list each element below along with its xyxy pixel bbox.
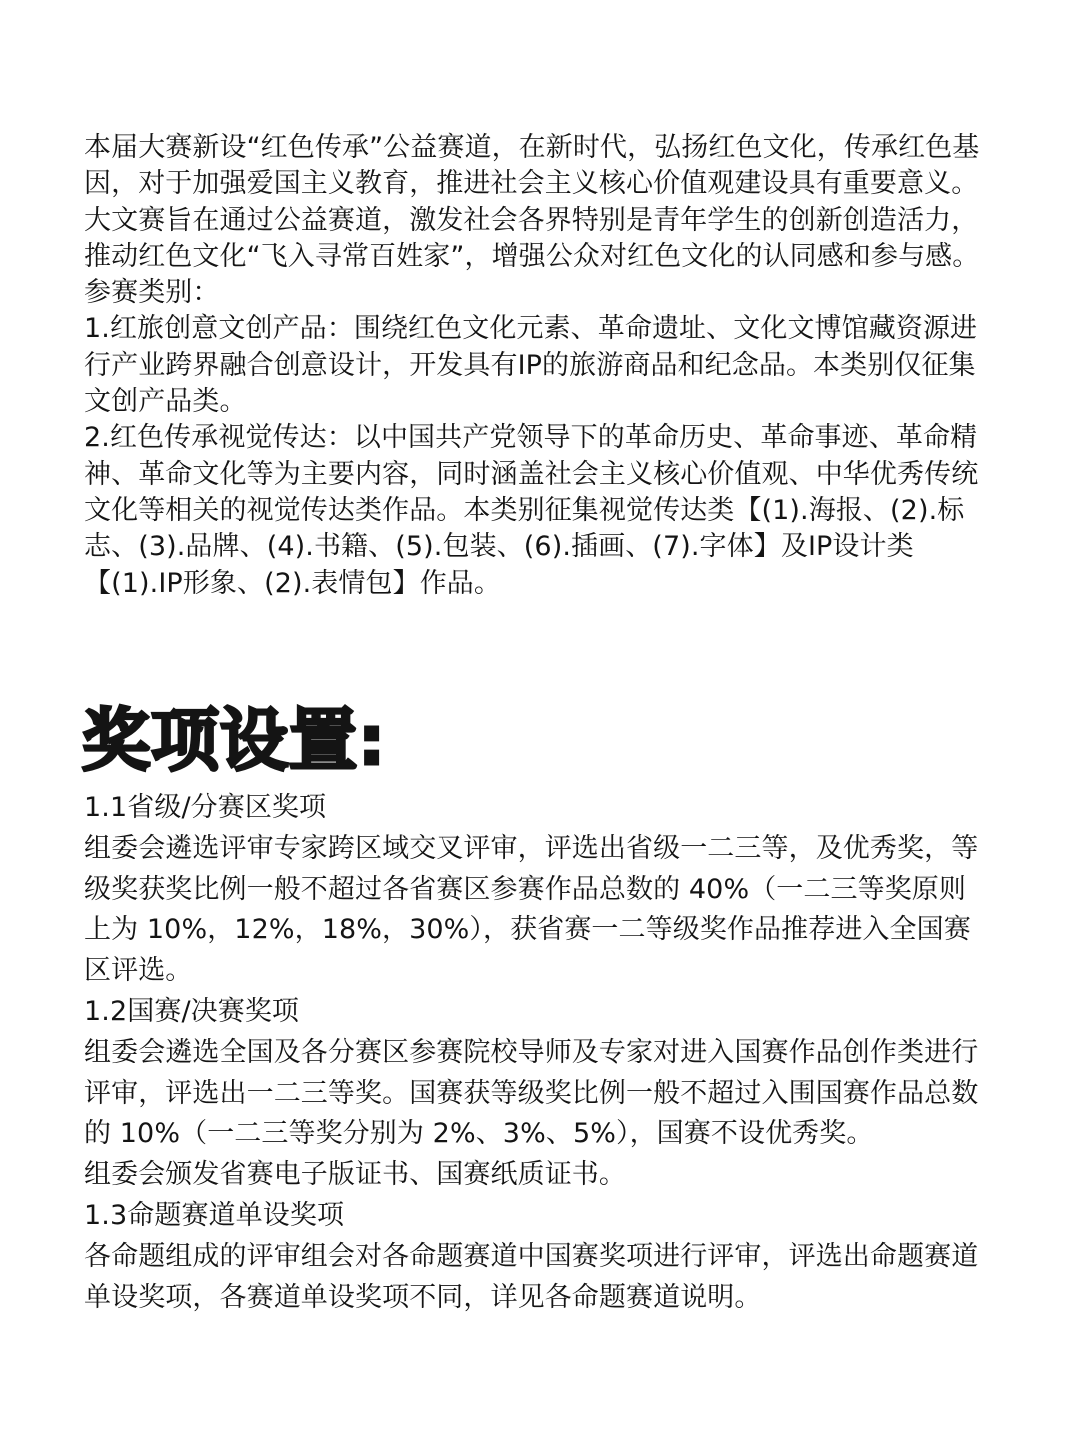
awards-section <box>84 788 984 1318</box>
certificate-note: 组委会颁发省赛电子版证书、国赛纸质证书。 <box>84 1159 626 1191</box>
category-label: 参赛类别： <box>84 277 220 309</box>
awards-section-1-body: 组委会遴选评审专家跨区域交叉评审，评选出省级一二三等，及优秀奖，等级奖获奖比例一般不超过各省赛区参赛作品总数的 40%（一二三等奖原则上为 10%，12%，18%，30%），获省赛一二等级奖作品推荐进入全国赛区评选。 <box>84 832 979 987</box>
awards-section-3-body: 各命题组成的评审组会对各命题赛道中国赛奖项进行评审，评选出命题赛道单设奖项，各赛道单设奖项不同，详见各命题赛道说明。 <box>84 1240 979 1313</box>
awards-section-2-title: 1.2国赛/决赛奖项 <box>84 995 300 1027</box>
category-item-1: 1.红旅创意文创产品：围绕红色文化元素、革命遗址、文化文博馆藏资源进行产业跨界融合创意设计，开发具有IP的旅游商品和纪念品。本类别仅征集文创产品类。 <box>84 313 978 418</box>
awards-section-3-title: 1.3命题赛道单设奖项 <box>84 1199 345 1231</box>
awards-heading: 奖项设置: <box>82 702 387 781</box>
awards-section-2-body: 组委会遴选全国及各分赛区参赛院校导师及专家对进入国赛作品创作类进行评审，评选出一二三等奖。国赛获等级奖比例一般不超过入围国赛作品总数的 10%（一二三等奖分别为 2%、3%、5%），国赛不设优秀奖。 <box>84 1036 979 1150</box>
intro-section <box>84 130 984 602</box>
intro-paragraph: 本届大赛新设“红色传承”公益赛道，在新时代，弘扬红色文化，传承红色基因，对于加强爱国主义教育，推进社会主义核心价值观建设具有重要意义。大文赛旨在通过公益赛道，激发社会各界特别是青年学生的创新创造活力，推动红色文化“飞入寻常百姓家”，增强公众对红色文化的认同感和参与感。 <box>84 132 980 272</box>
category-item-2: 2.红色传承视觉传达：以中国共产党领导下的革命历史、革命事迹、革命精神、革命文化等为主要内容，同时涵盖社会主义核心价值观、中华优秀传统文化等相关的视觉传达类作品。本类别征集视觉传达类【(1).海报、(2).标志、(3).品牌、(4).书籍、(5).包装、(6).插画、(7).字体】及IP设计类【(1).IP形象、(2).表情包】作品。 <box>84 422 979 599</box>
awards-section-1-title: 1.1省级/分赛区奖项 <box>84 792 327 823</box>
